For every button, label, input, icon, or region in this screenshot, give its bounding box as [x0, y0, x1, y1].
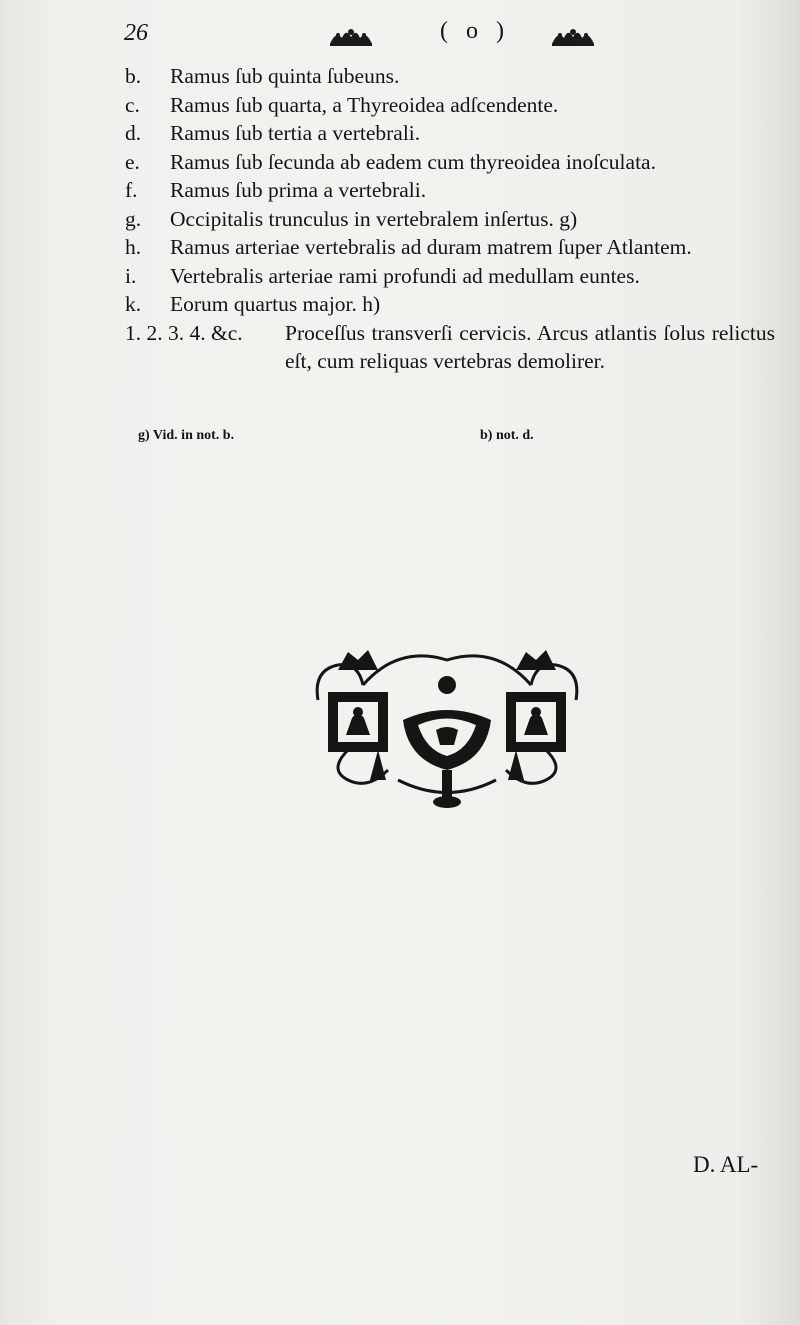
entry-key: c.	[125, 92, 140, 117]
signature-mark: ( o )	[440, 18, 510, 44]
legend-entry	[125, 319, 775, 376]
entry-text: Ramus arteriae vertebralis ad duram matrem ſuper Atlantem.	[170, 235, 692, 259]
floral-head-ornament-icon	[550, 26, 596, 48]
footnote-h: b) not. d.	[480, 428, 534, 443]
legend-entry	[125, 205, 775, 234]
legend-entry	[125, 148, 775, 177]
entry-key: d.	[125, 121, 142, 145]
entry-text: Ramus ſub quarta, a Thyreoidea adſcendente.	[170, 92, 559, 117]
entry-key: i.	[125, 263, 137, 288]
catchword: D. AL-	[693, 1152, 759, 1177]
entry-key: k.	[125, 292, 142, 316]
entry-text: Occipitalis trunculus in vertebralem inſertus. g)	[170, 206, 578, 231]
entry-text: Ramus ſub tertia a vertebrali.	[170, 121, 421, 145]
entry-text: Eorum quartus major. h)	[170, 292, 381, 316]
crowned-urn-vignette-icon	[308, 630, 586, 810]
legend-entry	[125, 62, 775, 91]
entry-text: Ramus ſub ſecunda ab eadem cum thyreoidea inoſculata.	[170, 149, 656, 174]
legend-entries	[125, 62, 775, 376]
entry-text: Ramus ſub prima a vertebrali.	[170, 178, 427, 202]
entry-key: f.	[125, 178, 138, 202]
legend-entry	[125, 176, 775, 205]
entry-key: g.	[125, 206, 142, 231]
entry-text: Proceſſus transverſi cervicis. Arcus atlantis ſolus relictus eſt, cum reliquas vertebras demolirer.	[285, 320, 775, 373]
page-header	[120, 18, 600, 54]
entry-text: Vertebralis arteriae rami profundi ad medullam euntes.	[170, 263, 640, 288]
entry-key: h.	[125, 235, 142, 259]
footnote-g: g) Vid. in not. b.	[138, 428, 235, 443]
page-number: 26	[124, 20, 148, 46]
legend-entry	[125, 290, 775, 319]
entry-key: 1. 2. 3. 4. &c.	[125, 320, 243, 345]
legend-entry	[125, 233, 775, 262]
entry-key: b.	[125, 64, 142, 88]
entry-key: e.	[125, 149, 140, 174]
legend-entry	[125, 262, 775, 291]
entry-text: Ramus ſub quinta ſubeuns.	[170, 64, 400, 88]
floral-head-ornament-icon	[328, 26, 374, 48]
legend-entry	[125, 119, 775, 148]
legend-entry	[125, 91, 775, 120]
